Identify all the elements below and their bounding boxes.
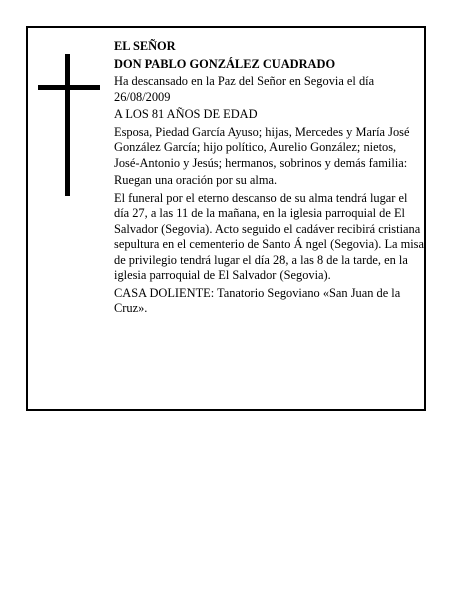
mourning-house: CASA DOLIENTE: Tanatorio Segoviano «San Juan de la Cruz».	[114, 285, 401, 315]
family-list: Esposa, Piedad García Ayuso; hijas, Mercedes y María José González García; hijo político, Aurelio González; nietos, José-Antonio y Jesús; hermanos, sobrinos y demás familia:	[114, 124, 410, 170]
title-line-1: EL SEÑOR	[114, 39, 176, 53]
cross-vertical-bar	[65, 54, 70, 196]
deceased-name: DON PABLO GONZÁLEZ CUADRADO	[114, 56, 336, 71]
age-statement: A LOS 81 AÑOS DE EDAD	[114, 107, 258, 121]
funeral-details: El funeral por el eterno descanso de su alma tendrá lugar el día 27, a las 11 de la mañana, en la iglesia parroquial de El Salvador (Segovia). Acto seguido el cadáver recibirá cristiana sepultura en el cementerio de Santo Á ngel (Segovia). La misa de privilegio tendrá lugar el día 28, a las 8 de la tarde, en la iglesia parroquial de El Salvador (Segovia).	[114, 190, 425, 282]
prayer-request: Ruegan una oración por su alma.	[114, 173, 278, 187]
cross-horizontal-bar	[38, 85, 100, 90]
passed-away-statement: Ha descansado en la Paz del Señor en Segovia el día 26/08/2009	[114, 74, 375, 104]
cross-icon	[38, 54, 100, 196]
notice-text	[114, 39, 424, 319]
